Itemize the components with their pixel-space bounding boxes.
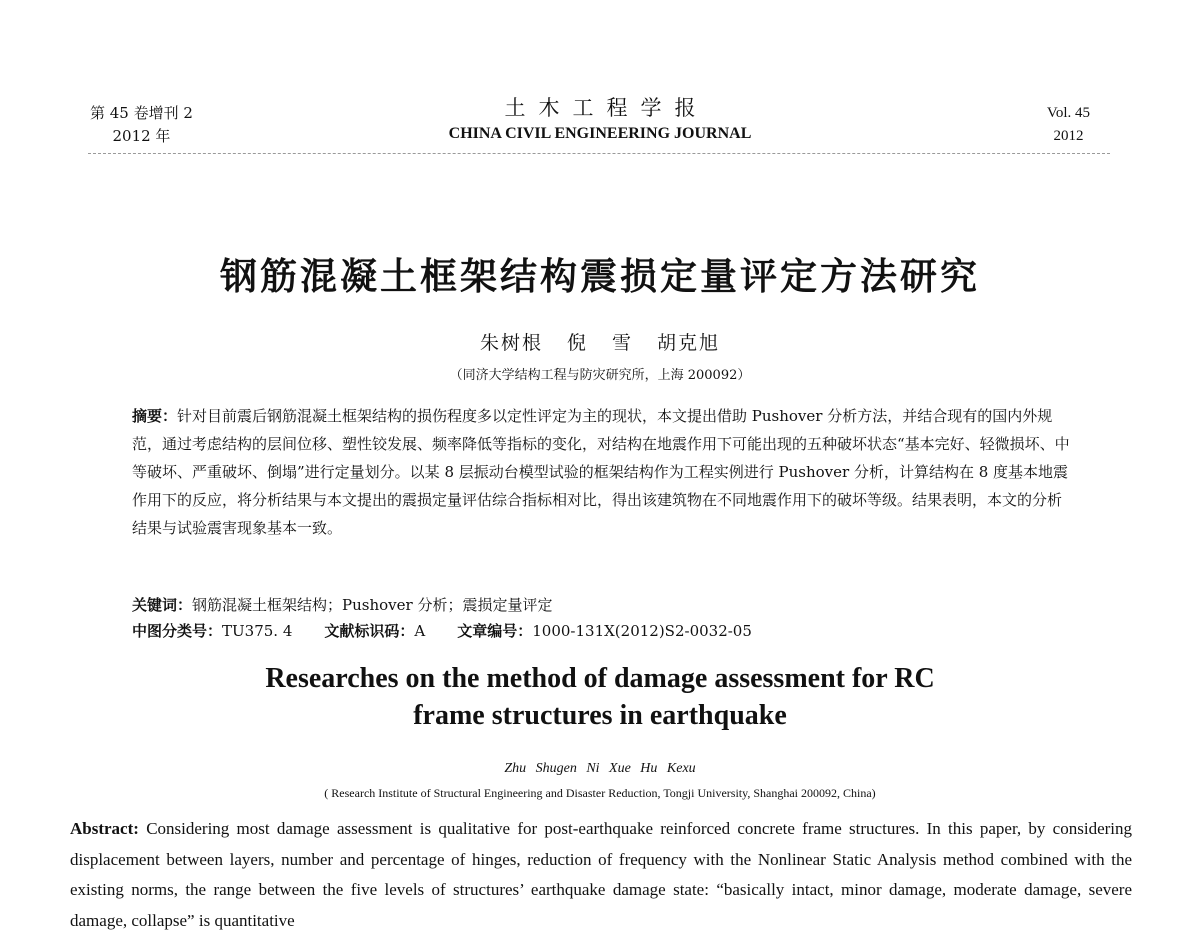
paper-title-cn: 钢筋混凝土框架结构震损定量评定方法研究 [220,255,980,298]
abstract-cn [132,402,1072,542]
clc-label: 中图分类号： [132,622,223,640]
journal-masthead [0,94,1200,146]
doc-code-value: A [414,622,426,640]
abstract-cn-label: 摘要： [132,407,178,425]
paper-title-en-line1: Researches on the method of damage assessment for RC [265,663,935,694]
article-number-value: 1000-131X(2012)S2-0032-05 [532,622,752,640]
abstract-en [70,814,1132,936]
paper-title-en [0,660,1200,734]
header-divider [88,153,1110,154]
keywords-cn-label: 关键词： [132,596,193,614]
header-volume: 第 45 卷增刊 2 [90,104,193,122]
paper-title-en-line2: frame structures in earthquake [413,700,787,731]
header-vol-en: Vol. 45 [1046,105,1090,121]
classification-line [132,620,1072,642]
abstract-en-text: Considering most damage assessment is qualitative for post-earthquake reinforced concrete frame structures. In this paper, by considering displacement between layers, number and percentage of hinges, reduction of frequency with the Nonlinear Static Analysis method combined with the existing norms, the range between the five levels of structures’ earthquake damage state: “basically intact, minor damage, moderate damage, severe damage, collapse” is quantitative [70,819,1132,930]
affiliation-en: ( Research Institute of Structural Engineering and Disaster Reduction, Tongji University, Shanghai 200092, China) [324,786,876,800]
doc-code-label: 文献标识码： [324,622,415,640]
abstract-en-label: Abstract: [70,819,139,838]
header-vol-info-en [1047,102,1090,148]
article-number-label: 文章编号： [457,622,533,640]
header-year-en: 2012 [1053,128,1084,144]
keywords-cn [132,594,1072,616]
header-year: 2012 年 [112,127,171,145]
abstract-cn-text: 针对目前震后钢筋混凝土框架结构的损伤程度多以定性评定为主的现状，本文提出借助 Pushover 分析方法，并结合现有的国内外规范，通过考虑结构的层间位移、塑性铰发展、频率降低等指标的变化，对结构在地震作用下可能出现的五种破坏状态“基本完好、轻微损坏、中等破坏、严重破坏、倒塌”进行定量划分。以某 8 层振动台模型试验的框架结构作为工程实例进行 Pushover 分析，计算结构在 8 度基本地震作用下的反应，将分析结果与本文提出的震损定量评估综合指标相对比，得出该建筑物在不同地震作用下的破坏等级。结果表明，本文的分析结果与试验震害现象基本一致。 [132,407,1070,537]
journal-name-en: CHINA CIVIL ENGINEERING JOURNAL [448,125,752,142]
authors-en: Zhu Shugen Ni Xue Hu Kexu [504,761,696,776]
authors-cn: 朱树根 倪 雪 胡克旭 [479,332,721,354]
keywords-cn-text: 钢筋混凝土框架结构；Pushover 分析；震损定量评定 [192,596,553,614]
journal-name-cn: 土木工程学报 [504,96,709,120]
clc-value: TU375. 4 [222,622,293,640]
affiliation-cn: （同济大学结构工程与防灾研究所，上海 200092） [449,368,751,383]
